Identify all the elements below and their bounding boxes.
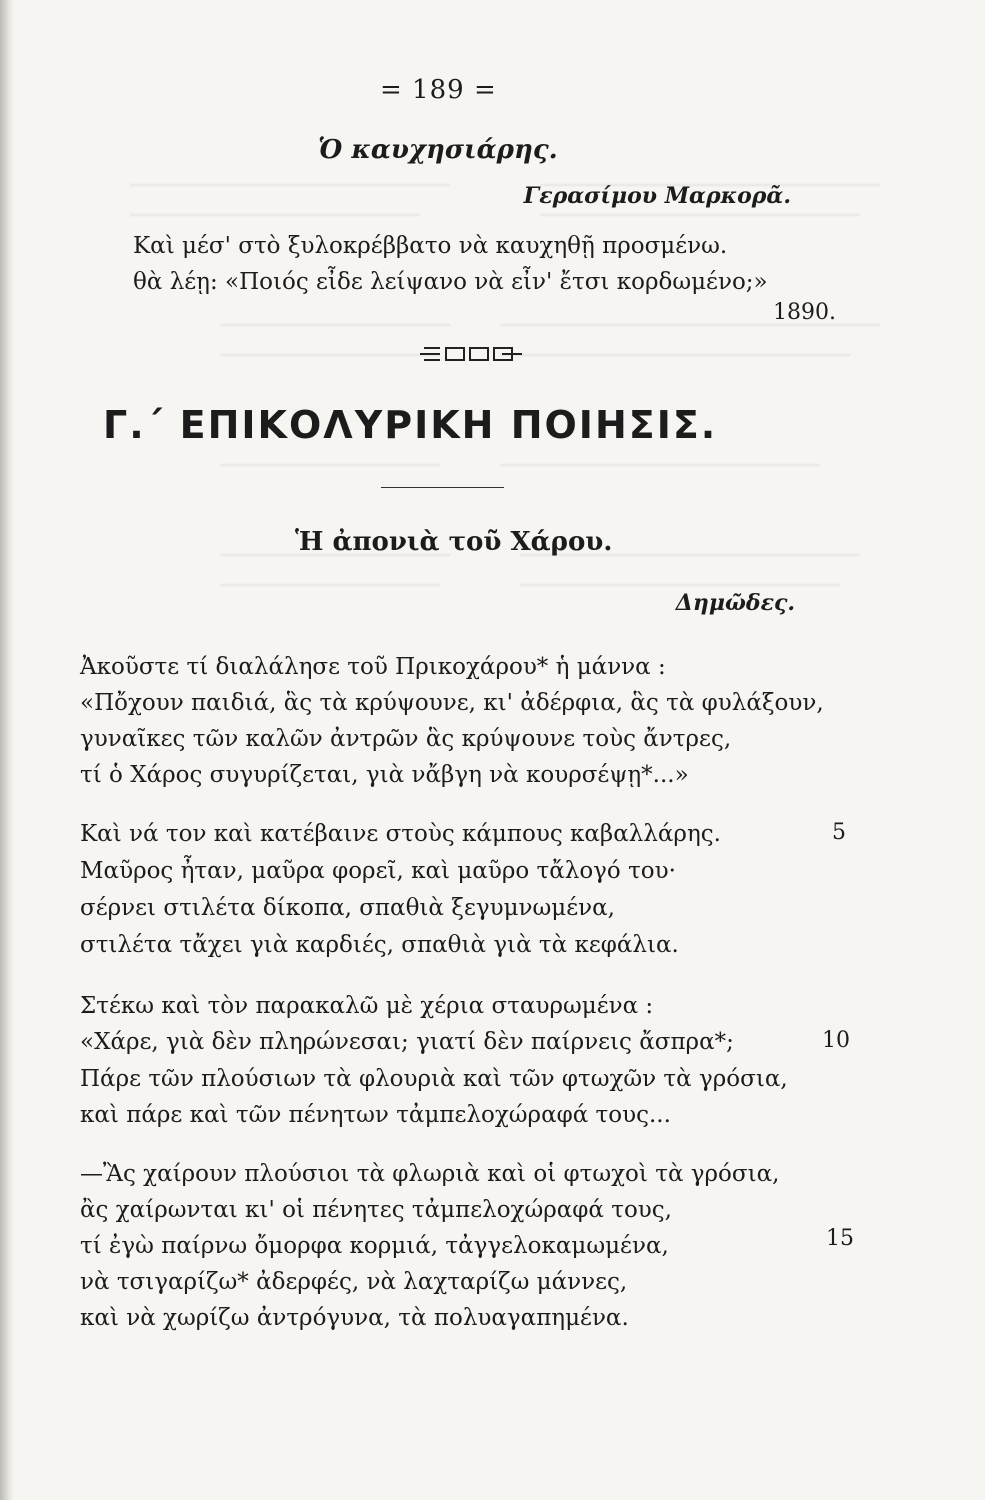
verse-line: —Ἂς χαίρουν πλούσιοι τὰ φλωριὰ καὶ οἱ φτωχοὶ τὰ γρόσια, — [80, 1161, 780, 1187]
verse-line: Ἀκοῦστε τί διαλάλησε τοῦ Πρικοχάρου* ἡ μάννα : — [80, 654, 666, 680]
verse-line: ἂς χαίρωνται κι' οἱ πένητες τἀμπελοχώραφά τους, — [80, 1197, 672, 1223]
poem-line: θὰ λέῃ: «Ποιός εἶδε λείψανο νὰ εἶν' ἔτσι κορδωμένο;» — [133, 269, 768, 295]
poem-date: 1890. — [773, 300, 836, 325]
verse-line: νὰ τσιγαρίζω* ἀδερφές, νὰ λαχταρίζω μάννες, — [80, 1269, 628, 1295]
poem-title: Ὁ καυχησιάρης. — [318, 135, 558, 165]
verse-line: «Πὄχουν παιδιά, ἃς τὰ κρύψουνε, κι' ἀδέρφια, ἃς τὰ φυλάξουν, — [80, 690, 824, 716]
song-title: Ἡ ἀπονιὰ τοῦ Χάρου. — [295, 527, 613, 557]
section-heading: Γ.΄ ΕΠΙΚΟΛΥΡΙΚΗ ΠΟΙΗΣΙΣ. — [103, 403, 718, 447]
verse-line: στιλέτα τἄχει γιὰ καρδιές, σπαθιὰ γιὰ τὰ κεφάλια. — [80, 932, 679, 958]
poem-line: Καὶ μέσ' στὸ ξυλοκρέββατο νὰ καυχηθῇ προσμένω. — [133, 233, 728, 259]
line-number: 10 — [822, 1028, 850, 1053]
section-rule — [381, 487, 504, 488]
ornament-divider — [418, 340, 524, 368]
song-subtitle: Δημῶδες. — [675, 590, 795, 616]
verse-line: Πάρε τῶν πλούσιων τὰ φλουριὰ καὶ τῶν φτωχῶν τὰ γρόσια, — [80, 1066, 788, 1092]
verse-line: σέρνει στιλέτα δίκοπα, σπαθιὰ ξεγυμνωμένα, — [80, 895, 615, 921]
page-edge-shadow — [0, 0, 14, 1500]
page-number: = 189 = — [380, 75, 497, 105]
line-number: 5 — [832, 820, 846, 845]
verse-line: Καὶ νά τον καὶ κατέβαινε στοὺς κάμπους καβαλλάρης. — [80, 821, 721, 847]
verse-line: γυναῖκες τῶν καλῶν ἀντρῶν ἃς κρύψουνε τοὺς ἄντρες, — [80, 726, 732, 752]
poem-author: Γερασίμου Μαρκορᾶ. — [523, 183, 791, 209]
verse-line: Μαῦρος ἦταν, μαῦρα φορεῖ, καὶ μαῦρο τἄλογό του· — [80, 858, 676, 884]
verse-line: τί ἐγὼ παίρνω ὄμορφα κορμιά, τἀγγελοκαμωμένα, — [80, 1233, 669, 1259]
verse-line: Στέκω καὶ τὸν παρακαλῶ μὲ χέρια σταυρωμένα : — [80, 993, 654, 1019]
verse-line: καὶ πάρε καὶ τῶν πένητων τἀμπελοχώραφά τους... — [80, 1102, 671, 1128]
verse-line: «Χάρε, γιὰ δὲν πληρώνεσαι; γιατί δὲν παίρνεις ἄσπρα*; — [80, 1029, 734, 1055]
verse-line: τί ὁ Χάρος συγυρίζεται, γιὰ νἄβγη νὰ κουρσέψῃ*...» — [80, 762, 689, 788]
verse-line: καὶ νὰ χωρίζω ἀντρόγυνα, τὰ πολυαγαπημένα. — [80, 1305, 629, 1331]
line-number: 15 — [826, 1226, 854, 1251]
